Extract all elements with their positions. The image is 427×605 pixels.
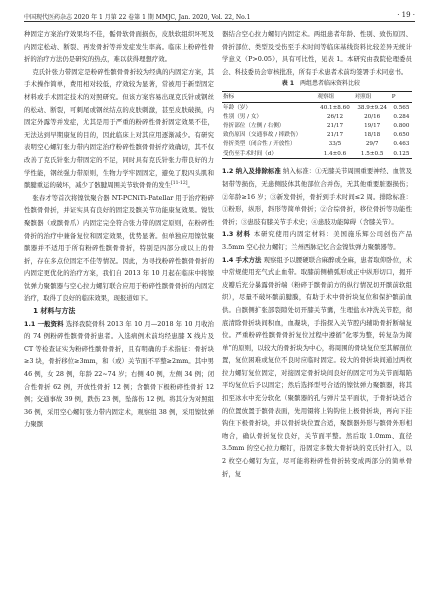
table-row <box>222 140 412 149</box>
table-cell: 19/17 <box>364 123 381 130</box>
table-row <box>222 131 412 140</box>
right-column <box>222 28 412 480</box>
subsection-1-4-text: 观察组予以腰硬联合麻醉或全麻，患者取仰卧位，术中常规使用充气式止血带。取膝前侧横弧形或正中纵形切口，揭开皮瓣后充分暴露骨折端（粉碎于髌骨前方的纵行情况切开髌前软组织），尽量不破坏髌前腱膜，有助于术中骨折块复位和保护髌前血供。自髌侧扩张部裂隙处切开膝关节囊，生理盐水冲洗关节腔，彻底清除骨折块间积血，血凝块，手指探入关节腔内辅助骨折断端复位。严重粉碎性髌骨骨折复位过程中遵循“化零为整，转复杂为简单”的原则，以较大的骨折块为中心，将周围的骨块复位至其解剖位置，复位困难或复位不良时应临时固定。较大的骨折块间通过两枚拉力螺钉复位固定，对接固定骨折块间良好的固定可为关节面塌陷平均复位后予以固定；然后选择型号合适的镍钛弹力聚髌器，将其扣至冰水中充分软化（聚髌器的孔与弹片呈平面状，于骨折块适合的位置放置于髌骨表面，先用镊将上钩钩住上极骨折块，再向下挂钩住下极骨折块，并以骨折块位置合适，聚髌器外形与髌骨外形相吻合，确认骨折复位良好，关节面平整。然后取 1.0mm、直径 3.5mm 的空心拉力螺钉，沿固定多数大骨折块的克氏针打入，以 2 枚空心螺钉为宜，尽可能将粉碎性骨折转变成两部分的简单骨折，复 <box>222 255 413 478</box>
table-cell: 0.800 <box>393 123 410 130</box>
intro-paragraph-2-text: 克氏针张力带固定是粉碎性髌骨骨折较为经典的内固定方案，其手术操作简单，费用相对较低，疗效较为显著，常被用于新型固定材料或手术固定技术的对照研究。但该方案容易出现克氏针或钢丝的松动、断裂，可刺尾或钢丝结点的皮肤刺激，甚至皮肤破损，内固定外露等并发症，尤其是用于严重的粉碎性骨折固定效果不佳，无法达到早期康复的目的，因此临床上对其应用逐渐减少。有研究表明空心螺钉张力带内固定治疗粉碎性髌骨骨折疗效确切，其不仅改善了克氏针张力带固定的不足，同时具有克氏针张力带良好的力学性能，钢丝强力带原则，生物力学牢固固定，避免了股四头肌和髌腱重运的破坏，减少了骸腱周围关节软骨骨的发生 <box>24 67 214 190</box>
table-cell: 33/5 <box>328 141 342 148</box>
header-rule <box>24 21 415 22</box>
table-row <box>222 122 412 131</box>
subsection-1-2-text: 纳入标准：①无膝关节周围重要神经、血管及韧带等损伤，无患侧肢体其他部位合并伤，无其他重要脏器损伤；②年龄≥16 岁；③新发骨折，骨折到手术时间≤2 周。排除标准：①粉形，纵形，斜形等简单骨折；②合综骨折，移位骨折等功能性骨折；③患肢有膝关节手术史；④患肢功能障碍（含膝关节）。 <box>222 167 412 226</box>
left-column <box>24 28 214 431</box>
table-header-cell: P <box>391 91 412 102</box>
running-header <box>24 8 415 22</box>
subsection-1-4 <box>222 254 412 481</box>
table-header-row <box>222 91 412 102</box>
table-cell: 1.4±0.6 <box>316 149 353 159</box>
table-number: 表 1 <box>281 80 295 88</box>
table-cell: 0.650 <box>393 132 410 139</box>
table-cell: 18/18 <box>364 132 381 139</box>
intro-paragraph-1: 种固定方案治疗效果均不佳，骺骨软骨面损伤，皮肤软组织坏死及内固定松动、断裂、再发骨折等并发症发生率高。临床上粉碎性骨折的治疗方法仍是研究的热点，难以获得理想疗效。 <box>24 30 214 64</box>
subsection-1-1 <box>24 318 214 431</box>
table-cell: 29/7 <box>365 141 379 148</box>
subsection-1-2-title: 1.2 纳入及排除标准 <box>222 167 281 176</box>
table-cell: 年龄（岁） <box>223 104 251 111</box>
table-cell: 骨折部位（左侧 / 右侧） <box>223 123 285 130</box>
table-cell: 38.9±9.24 <box>357 104 387 111</box>
paragraph-baseline: 器结合空心拉力螺钉内固定术。两组患者年龄、性别、致伤原因、骨折部位、类型及受伤至手术时间等临床基线资料比较差异无统计学意义（P>0.05），具有可比性，见表 1。本研究由我院伦理委员会、科技委员会审核批准，所有手术患者术前均签署手术同意书。 <box>222 30 412 76</box>
citation-ref: [11-12] <box>170 181 188 186</box>
intro-paragraph-3: 张春才等首次将镍钛聚合器 NT-PCNiTi-Patellar 用于治疗粉碎性髌骨骨折，并证实具有良好的固定及髌关节功能康复效果。镍钛聚髌器（或髌骨爪）内固定完全符合张力带的固定原则，在粉碎性骨折的治疗中兼备复位和固定效果，优势显著。但单独应用镍钛聚髌器并不适用于所有粉碎性髌骨骨折，特别是四部分或以上的骨折，存在多点位固定不佳等情况。因此，为寻找粉碎性髌骨骨折的内固定更优化的治疗方案，我们自 2013 年 10 月起在临床中将镍钛弹力聚髌器与空心拉力螺钉联合应用于粉碎性髌骨骨折的内固定治疗，取得了良好的临床效果，现报道如下。 <box>24 193 214 303</box>
table-cell: 21/17 <box>326 123 344 130</box>
table-row <box>222 112 412 121</box>
table-header-cell: 指标 <box>222 91 316 102</box>
table-cell: 0.125 <box>391 149 412 159</box>
subsection-1-3-text: 本研究使用内固定材料：美国施乐辉公司创伤产品 3.5mm 空心拉力螺钉；兰州西脉记忆合金镍钛弹力聚髌器等。 <box>222 230 412 251</box>
subsection-1-1-title: 1.1 一般资料 <box>24 319 64 328</box>
subsection-1-1-text: 选择我院骨科 2013 年 10 月—2018 年 10 月收治的 74 例粉碎性髌骨骨折患者。入选病例术前均经患膝 X 线片及 CT 等检查证实为粉碎性髌骨骨折，且有明确的手术指征：骨折块≥3 块，骨折移位≥3mm，和（或）关节面不平整≥2mm。其中男 46 例，女 28 例，年龄 22~74 岁；右侧 40 例，左侧 34 例；闭合性骨折 62 例，开放性骨折 12 例；含髌骨下极粉碎性骨折 12 例；交通事故 39 例，跌伤 23 例，坠落伤 12 例。将其分为对照组 36 例，采用空心螺钉张力带内固定术，观察组 38 例，采用镍钛弹力聚髌 <box>24 319 214 429</box>
table-cell: 0.463 <box>393 141 410 148</box>
table-header-cell: 对照组 <box>354 91 391 102</box>
table-cell: 0.565 <box>393 104 410 111</box>
table-cell: 40.1±8.60 <box>320 104 350 111</box>
intro-paragraph-2: 克氏针张力带固定是粉碎性髌骨骨折较为经典的内固定方案，其手术操作简单，费用相对较低，疗效较为显著，常被用于新型固定材料或手术固定技术的对照研究。但该方案容易出现克氏针或钢丝的松动、断裂，可刺尾或钢丝结点的皮肤刺激，甚至皮肤破损，内固定外露等并发症，尤其是用于严重的粉碎性骨折固定效果不佳，无法达到早期康复的目的，因此临床上对其应用逐渐减少。有研究表明空心螺钉张力带内固定治疗粉碎性髌骨骨折疗效确切，其不仅改善了克氏针张力带固定的不足，同时具有克氏针张力带良好的力学性能，钢丝强力带原则，生物力学牢固固定，避免了股四头肌和髌腱重运的破坏，减少了骸腱周围关节软骨骨的发生[11-12]。 <box>24 67 214 190</box>
section-heading-materials-methods: 1 材料与方法 <box>33 307 76 316</box>
table-title: 两组患者临床资料比较 <box>300 80 361 88</box>
clinical-data-table <box>222 91 412 159</box>
journal-citation: 中国现代医药杂志 2020 年 1 月第 22 卷第 1 期 MMJC, Jan. 2020, Vol. 22, No.1 <box>24 14 251 21</box>
table-cell: 20/16 <box>364 113 381 120</box>
table-caption <box>222 78 412 91</box>
subsection-1-3-title: 1.3 材料 <box>222 230 251 239</box>
page-number: · 19 · <box>397 11 415 19</box>
table-cell: 骨折类型（闭合性 / 开放性） <box>223 141 296 148</box>
table-cell: 0.284 <box>393 113 410 120</box>
table-row <box>222 149 412 159</box>
table-cell: 1.5±0.5 <box>354 149 391 159</box>
table-cell: 26/12 <box>326 113 344 120</box>
table-header-cell: 观察组 <box>316 91 353 102</box>
subsection-1-2 <box>222 165 412 228</box>
table-cell: 性别（男 / 女） <box>223 113 263 120</box>
table-cell: 21/17 <box>326 132 344 139</box>
subsection-1-3 <box>222 228 412 253</box>
table-cell: 受伤至手术时间（d） <box>222 149 316 159</box>
subsection-1-4-title: 1.4 手术方法 <box>222 255 262 264</box>
table-row <box>222 103 412 113</box>
table-cell: 致伤原因（交通事故 / 摔跌伤） <box>223 132 302 139</box>
